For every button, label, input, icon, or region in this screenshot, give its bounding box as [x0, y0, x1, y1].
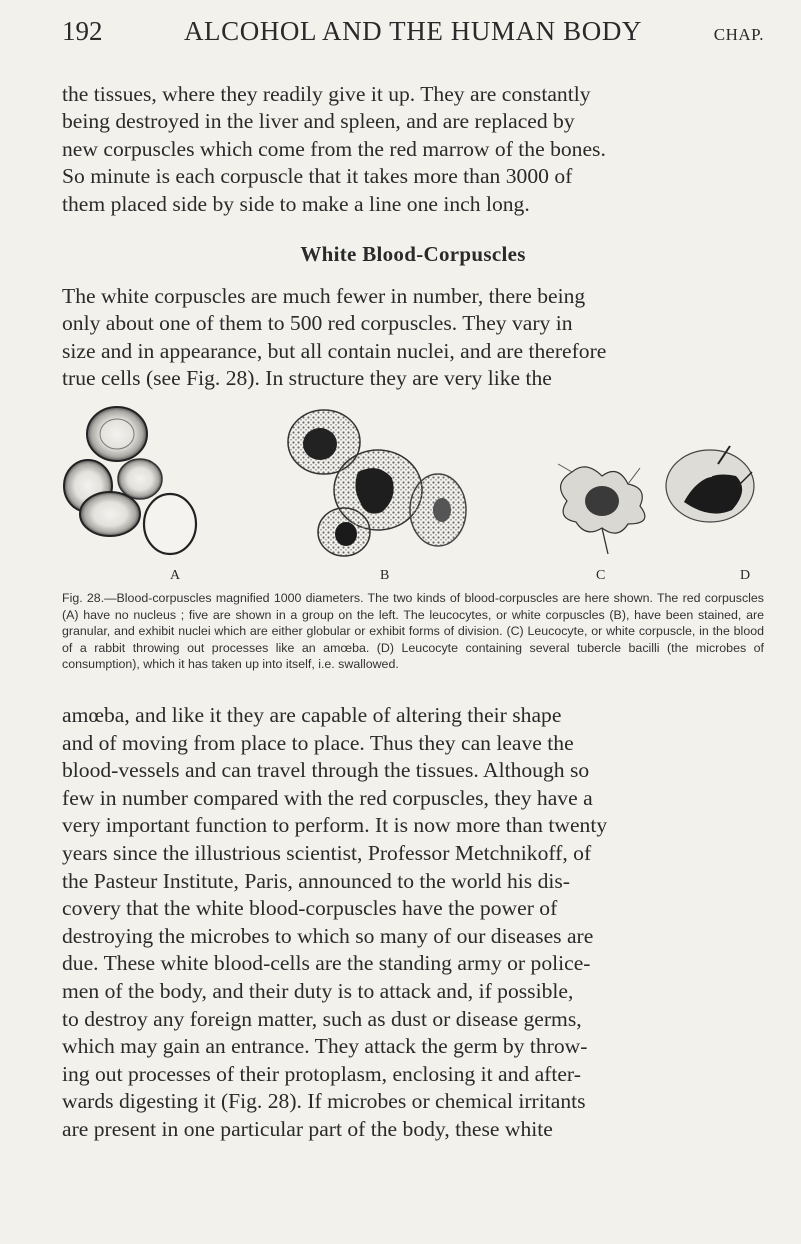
text-line: to destroy any foreign matter, such as dust or disease germs,: [62, 1006, 582, 1031]
paragraph-metchnikoff: [62, 702, 764, 1144]
paragraph-red-corpuscles: [62, 81, 764, 218]
paragraph-white-corpuscles: [62, 283, 764, 393]
text-line: the Pasteur Institute, Paris, announced to the world his dis-: [62, 868, 570, 893]
text-line: being destroyed in the liver and spleen, and are replaced by: [62, 109, 575, 134]
text-line: wards digesting it (Fig. 28). If microbes or chemical irritants: [62, 1089, 586, 1114]
page-number: 192: [62, 16, 103, 46]
text-line: The white corpuscles are much fewer in number, there being: [62, 284, 586, 308]
running-header: [62, 16, 764, 60]
text-line: men of the body, and their duty is to attack and, if possible,: [62, 978, 574, 1003]
text-line: size and in appearance, but all contain nuclei, and are therefore: [62, 338, 607, 363]
text-line: new corpuscles which come from the red marrow of the bones.: [62, 136, 606, 161]
text-line: very important function to perform. It is now more than twenty: [62, 813, 608, 838]
text-line: true cells (see Fig. 28). In structure they are very like the: [62, 366, 552, 391]
figure-label-a: A: [170, 568, 181, 583]
running-title: ALCOHOL AND THE HUMAN BODY: [183, 16, 643, 46]
figure-label-c: C: [596, 568, 606, 583]
text-line: amœba, and like it they are capable of altering their shape: [62, 703, 562, 727]
figure-label-b: B: [380, 568, 390, 583]
red-corpuscles-group-a: [64, 407, 196, 554]
section-heading: White Blood-Corpuscles: [300, 242, 526, 266]
leucocyte-amoeboid-c: [558, 464, 645, 554]
text-line: are present in one particular part of the body, these white: [62, 1116, 553, 1141]
text-line: few in number compared with the red corpuscles, they have a: [62, 785, 593, 810]
text-line: blood-vessels and can travel through the tissues. Although so: [62, 758, 590, 783]
text-line: due. These white blood-cells are the standing army or police-: [62, 951, 591, 976]
text-line: the tissues, where they readily give it up. They are constantly: [62, 82, 591, 106]
text-line: them placed side by side to make a line one inch long.: [62, 191, 530, 216]
chapter-marker: CHAP.: [713, 25, 764, 44]
text-line: destroying the microbes to which so many of our diseases are: [62, 923, 594, 948]
text-line: only about one of them to 500 red corpuscles. They vary in: [62, 311, 573, 336]
text-line: which may gain an entrance. They attack the germ by throw-: [62, 1034, 588, 1059]
leucocytes-group-b: [288, 410, 466, 556]
figure-caption: Fig. 28.—Blood-corpuscles magnified 1000 diameters. The two kinds of blood-corpuscles are here shown. The red corpuscles (A) have no nucleus ; five are shown in a group on the left. The leucocytes, or white corpuscles (B), have been stained, are granular, and exhibit nuclei which are either globular or exhibit forms of division. (C) Leucocyte, or white corpuscle, in the blood of a rabbit throwing out processes like an amœba. (D) Leucocyte containing several tubercle bacilli (the microbes of consumption), which it has taken up into itself, i.e. swallowed.: [62, 591, 764, 672]
figure-illustration: [62, 406, 764, 566]
figure-label-d: D: [740, 568, 751, 583]
leucocyte-with-bacilli-d: [666, 446, 754, 522]
text-line: covery that the white blood-corpuscles have the power of: [62, 896, 558, 921]
text-line: years since the illustrious scientist, Professor Metchnikoff, of: [62, 840, 592, 865]
text-line: ing out processes of their protoplasm, enclosing it and after-: [62, 1061, 581, 1086]
text-line: and of moving from place to place. Thus they can leave the: [62, 730, 574, 755]
text-line: So minute is each corpuscle that it takes more than 3000 of: [62, 164, 573, 189]
figure-blood-corpuscles: [62, 406, 764, 586]
